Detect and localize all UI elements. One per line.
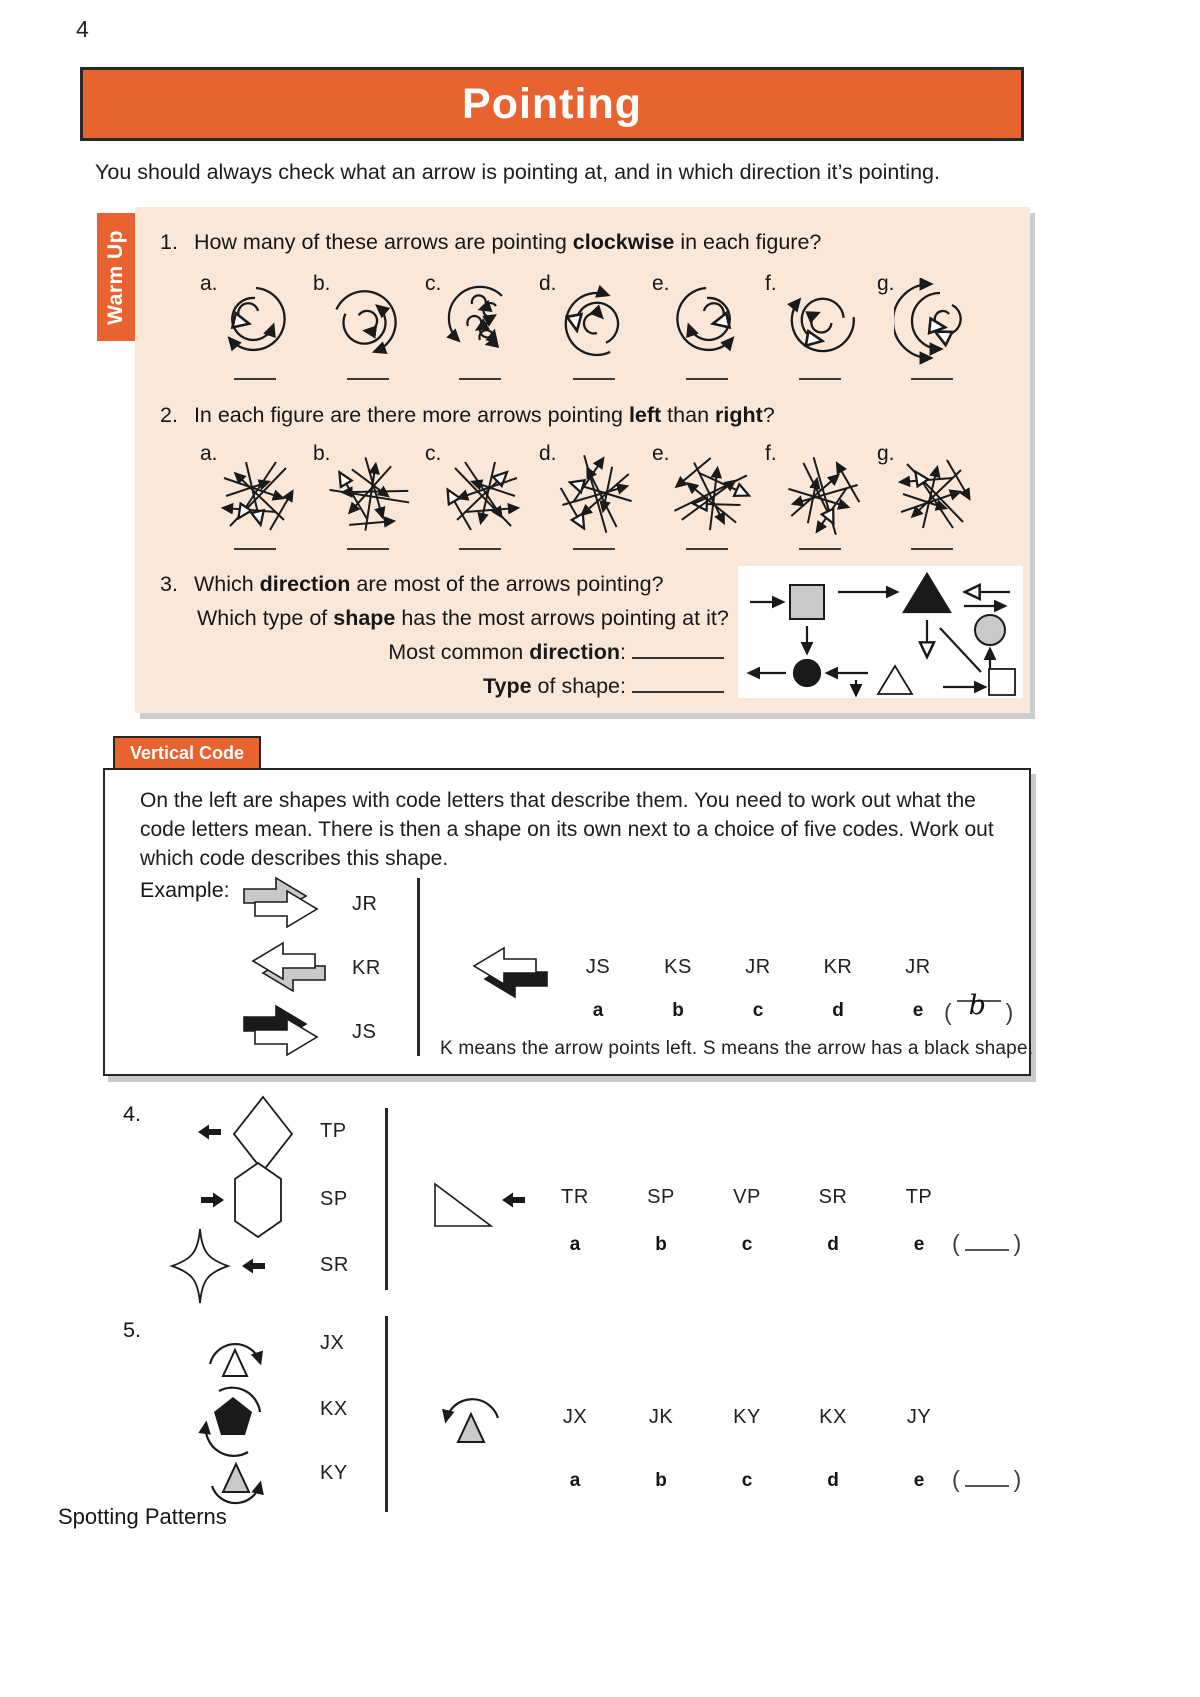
q2-label-d: d. [539, 442, 557, 465]
q5-letter-c: c [741, 1470, 753, 1491]
example-answer-line[interactable] [957, 990, 1001, 1021]
answer-blank-q2-d[interactable] [573, 546, 615, 550]
example-code-jr: JR [352, 893, 378, 915]
q4-option-a: TR [561, 1186, 589, 1208]
example-code-kr: KR [352, 957, 381, 979]
example-letter-e: e [912, 1000, 924, 1021]
answer-blank-q1-g[interactable] [911, 376, 953, 380]
q4-code-sr: SR [320, 1254, 349, 1276]
close-paren: ) [1005, 999, 1014, 1025]
q4-star-shape [168, 1226, 232, 1306]
example-divider [417, 878, 420, 1056]
q3-l1-pre: Which [193, 572, 260, 596]
q2-label-b: b. [313, 442, 331, 465]
answer-blank-q1-c[interactable] [459, 376, 501, 380]
q4-code-tp: TP [320, 1120, 347, 1142]
q5-close-paren: ) [1013, 1466, 1022, 1492]
q3-l4-bold: Type [482, 674, 532, 698]
clockwise-arrows-figure-a [217, 282, 293, 364]
example-option-e: JR [905, 956, 931, 978]
q2-text-mid: than [661, 403, 715, 427]
intro-text: You should always check what an arrow is pointing at, and in which direction it’s pointing. [95, 160, 940, 184]
q4-sp-arrow-right [200, 1192, 226, 1208]
q4-question-triangle [432, 1180, 496, 1230]
example-note: K means the arrow points left. S means the arrow has a black shape. [440, 1038, 1034, 1059]
answer-blank-q3-direction[interactable] [632, 643, 724, 659]
clockwise-arrows-figure-f [782, 282, 858, 364]
q4-hexagon-shape [232, 1160, 284, 1240]
footer-section-label: Spotting Patterns [58, 1504, 227, 1529]
q2-text-pre: In each figure are there more arrows pointing [193, 403, 629, 427]
scattered-arrows-figure-g [889, 452, 981, 538]
q5-question-figure [430, 1378, 516, 1454]
q3-l3-pre: Most common [388, 640, 530, 664]
chapter-banner [80, 67, 1024, 141]
example-option-d: KR [823, 956, 853, 978]
example-answer-group [944, 990, 1014, 1026]
q2-label-g: g. [877, 442, 895, 465]
q4-letter-b: b [655, 1234, 667, 1255]
q2-label-f: f. [765, 442, 777, 465]
q5-option-e: JY [906, 1406, 932, 1428]
q4-close-paren: ) [1013, 1230, 1022, 1256]
question-1-text [160, 230, 821, 255]
q5-option-b: JK [648, 1406, 674, 1428]
scattered-arrows-figure-d [551, 452, 643, 538]
answer-blank-q1-a[interactable] [234, 376, 276, 380]
q2-text-bold-right: right [715, 403, 763, 427]
q5-code-ky: KY [320, 1462, 348, 1484]
answer-blank-q1-e[interactable] [686, 376, 728, 380]
q5-answer-group [952, 1466, 1021, 1493]
example-option-b: KS [664, 956, 692, 978]
q5-code-jx: JX [320, 1332, 345, 1354]
q4-letter-a: a [569, 1234, 581, 1255]
q1-text-bold: clockwise [572, 230, 675, 254]
answer-blank-q1-b[interactable] [347, 376, 389, 380]
question-2-number: 2. [160, 403, 178, 427]
question-3-text-line1 [160, 572, 664, 597]
answer-blank-q2-g[interactable] [911, 546, 953, 550]
q3-l4-post: of shape: [531, 674, 626, 698]
q3-l2-pre: Which type of [197, 606, 334, 630]
example-question-arrow [458, 942, 550, 1004]
q4-option-b: SP [647, 1186, 675, 1208]
example-letter-b: b [672, 1000, 684, 1021]
q4-open-paren: ( [952, 1230, 960, 1256]
clockwise-arrows-figure-c [442, 282, 518, 364]
q4-option-e: TP [905, 1186, 933, 1208]
warm-up-label: Warm Up [104, 229, 127, 325]
q5-letter-d: d [827, 1470, 839, 1491]
answer-blank-q5[interactable] [965, 1481, 1009, 1487]
answer-blank-q1-f[interactable] [799, 376, 841, 380]
answer-blank-q1-d[interactable] [573, 376, 615, 380]
q4-answer-group [952, 1230, 1021, 1257]
scattered-arrows-figure-a [212, 452, 304, 538]
question-3-number: 3. [160, 572, 178, 596]
q5-letter-b: b [655, 1470, 667, 1491]
clockwise-arrows-figure-e [669, 282, 745, 364]
q1-label-b: b. [313, 272, 331, 295]
q1-text-post: in each figure? [674, 230, 822, 254]
vertical-code-label: Vertical Code [129, 742, 245, 763]
q2-label-a: a. [200, 442, 218, 465]
question-4-number: 4. [123, 1102, 141, 1126]
q1-label-d: d. [539, 272, 557, 295]
q2-label-e: e. [652, 442, 670, 465]
example-label: Example: [140, 878, 230, 902]
scattered-arrows-figure-c [437, 452, 529, 538]
scattered-arrows-figure-f [777, 452, 869, 538]
page-number: 4 [76, 16, 89, 42]
clockwise-arrows-figure-g [894, 278, 976, 366]
warm-up-tab [97, 213, 135, 341]
q3-l2-bold: shape [333, 606, 396, 630]
page-title: Pointing [462, 79, 642, 128]
q4-divider [385, 1108, 388, 1290]
example-letter-a: a [592, 1000, 604, 1021]
q5-open-paren: ( [952, 1466, 960, 1492]
example-arrow-js [242, 1002, 332, 1062]
q5-divider [385, 1316, 388, 1512]
q5-code-kx: KX [320, 1398, 348, 1420]
q4-option-c: VP [733, 1186, 761, 1208]
q3-l1-post: are most of the arrows pointing? [350, 572, 664, 596]
example-arrow-jr [242, 874, 332, 934]
question-2-text [160, 403, 775, 428]
answer-blank-q4[interactable] [965, 1245, 1009, 1251]
example-option-a: JS [585, 956, 611, 978]
example-code-js: JS [352, 1021, 377, 1043]
q4-question-arrow-left [500, 1192, 526, 1208]
q5-option-d: KX [819, 1406, 847, 1428]
q5-option-c: KY [733, 1406, 761, 1428]
q4-tp-arrow-left [196, 1124, 222, 1140]
open-paren: ( [944, 999, 952, 1025]
answer-blank-q2-b[interactable] [347, 546, 389, 550]
q1-label-e: e. [652, 272, 670, 295]
example-letter-c: c [752, 1000, 764, 1021]
vertical-code-tab [113, 736, 261, 770]
example-letter-d: d [832, 1000, 844, 1021]
q5-letter-e: e [913, 1470, 925, 1491]
q5-option-a: JX [562, 1406, 588, 1428]
q3-shapes-figure-box [738, 566, 1023, 698]
answer-blank-q2-e[interactable] [686, 546, 728, 550]
q1-text-pre: How many of these arrows are pointing [193, 230, 573, 254]
q4-code-sp: SP [320, 1188, 348, 1210]
q4-option-d: SR [818, 1186, 848, 1208]
q3-direction-answer-row [300, 640, 724, 665]
q2-text-post: ? [762, 403, 775, 427]
question-3-text-line2 [197, 606, 729, 631]
q4-letter-e: e [913, 1234, 925, 1255]
answer-blank-q2-f[interactable] [799, 546, 841, 550]
answer-blank-q2-a[interactable] [234, 546, 276, 550]
scattered-arrows-figure-b [325, 452, 417, 538]
vertical-code-description: On the left are shapes with code letters that describe them. You need to work out what the code letters mean. There is then a shape on its own next to a choice of five codes. Work out which code describes this shape. [140, 789, 994, 870]
q2-text-bold-left: left [628, 403, 662, 427]
q3-l3-bold: direction [529, 640, 621, 664]
q3-l3-colon: : [620, 640, 626, 664]
q4-letter-c: c [741, 1234, 753, 1255]
q1-label-f: f. [765, 272, 777, 295]
example-arrow-kr [238, 938, 328, 998]
q3-l1-bold: direction [259, 572, 351, 596]
question-5-number: 5. [123, 1318, 141, 1342]
answer-blank-q2-c[interactable] [459, 546, 501, 550]
scattered-arrows-figure-e [664, 452, 756, 538]
clockwise-arrows-figure-d [556, 282, 632, 364]
example-answer-value: b [968, 990, 986, 1021]
q3-shapes-figure [738, 566, 1023, 698]
q1-label-g: g. [877, 272, 895, 295]
clockwise-arrows-figure-b [330, 282, 406, 364]
q1-label-c: c. [425, 272, 442, 295]
q2-label-c: c. [425, 442, 442, 465]
q3-shape-answer-row [300, 674, 724, 699]
q5-letter-a: a [569, 1470, 581, 1491]
example-option-c: JR [745, 956, 771, 978]
q1-label-a: a. [200, 272, 218, 295]
question-1-number: 1. [160, 230, 178, 254]
q5-jx-figure [198, 1320, 278, 1388]
q4-letter-d: d [827, 1234, 839, 1255]
q4-sr-arrow-left [240, 1258, 266, 1274]
q3-l2-post: has the most arrows pointing at it? [395, 606, 729, 630]
answer-blank-q3-shape[interactable] [632, 677, 724, 693]
